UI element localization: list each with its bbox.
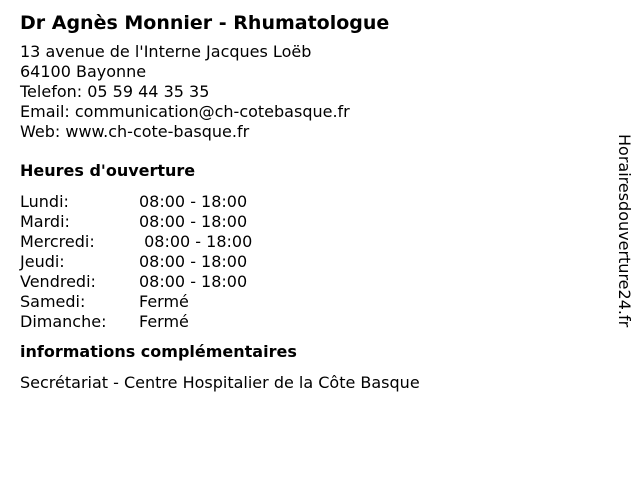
address-street: 13 avenue de l'Interne Jacques Loëb [20,42,312,61]
day-label: Mardi: [20,212,70,231]
day-label: Dimanche: [20,312,107,331]
phone-number: Telefon: 05 59 44 35 35 [20,82,210,101]
time-value: 08:00 - 18:00 [139,252,248,271]
additional-info-text: Secrétariat - Centre Hospitalier de la Côte Basque [20,373,420,392]
time-value: 08:00 - 18:00 [139,192,248,211]
time-value: Fermé [139,312,189,331]
day-label: Samedi: [20,292,86,311]
hours-row-monday [20,192,590,212]
business-name: Dr Agnès Monnier - Rhumatologue [20,12,390,34]
time-value: Fermé [139,292,189,311]
business-details [20,10,590,393]
hours-row-friday [20,272,590,292]
hours-row-thursday [20,252,590,272]
hours-row-sunday [20,312,590,332]
day-label: Mercredi: [20,232,95,251]
site-watermark: Horairesdouverture24.fr [615,134,634,328]
time-value: 08:00 - 18:00 [139,212,248,231]
email-address: Email: communication@ch-cotebasque.fr [20,102,350,121]
hours-row-wednesday [20,232,590,252]
day-label: Lundi: [20,192,69,211]
address-city: 64100 Bayonne [20,62,147,81]
website-address: Web: www.ch-cote-basque.fr [20,122,250,141]
opening-hours-heading: Heures d'ouverture [20,161,196,180]
day-label: Vendredi: [20,272,96,291]
hours-row-saturday [20,292,590,312]
contact-block [20,42,590,142]
day-label: Jeudi: [20,252,65,271]
time-value: 08:00 - 18:00 [139,272,248,291]
opening-hours-table [20,192,590,332]
hours-row-tuesday [20,212,590,232]
time-value: 08:00 - 18:00 [139,232,253,251]
additional-info-heading: informations complémentaires [20,342,297,361]
